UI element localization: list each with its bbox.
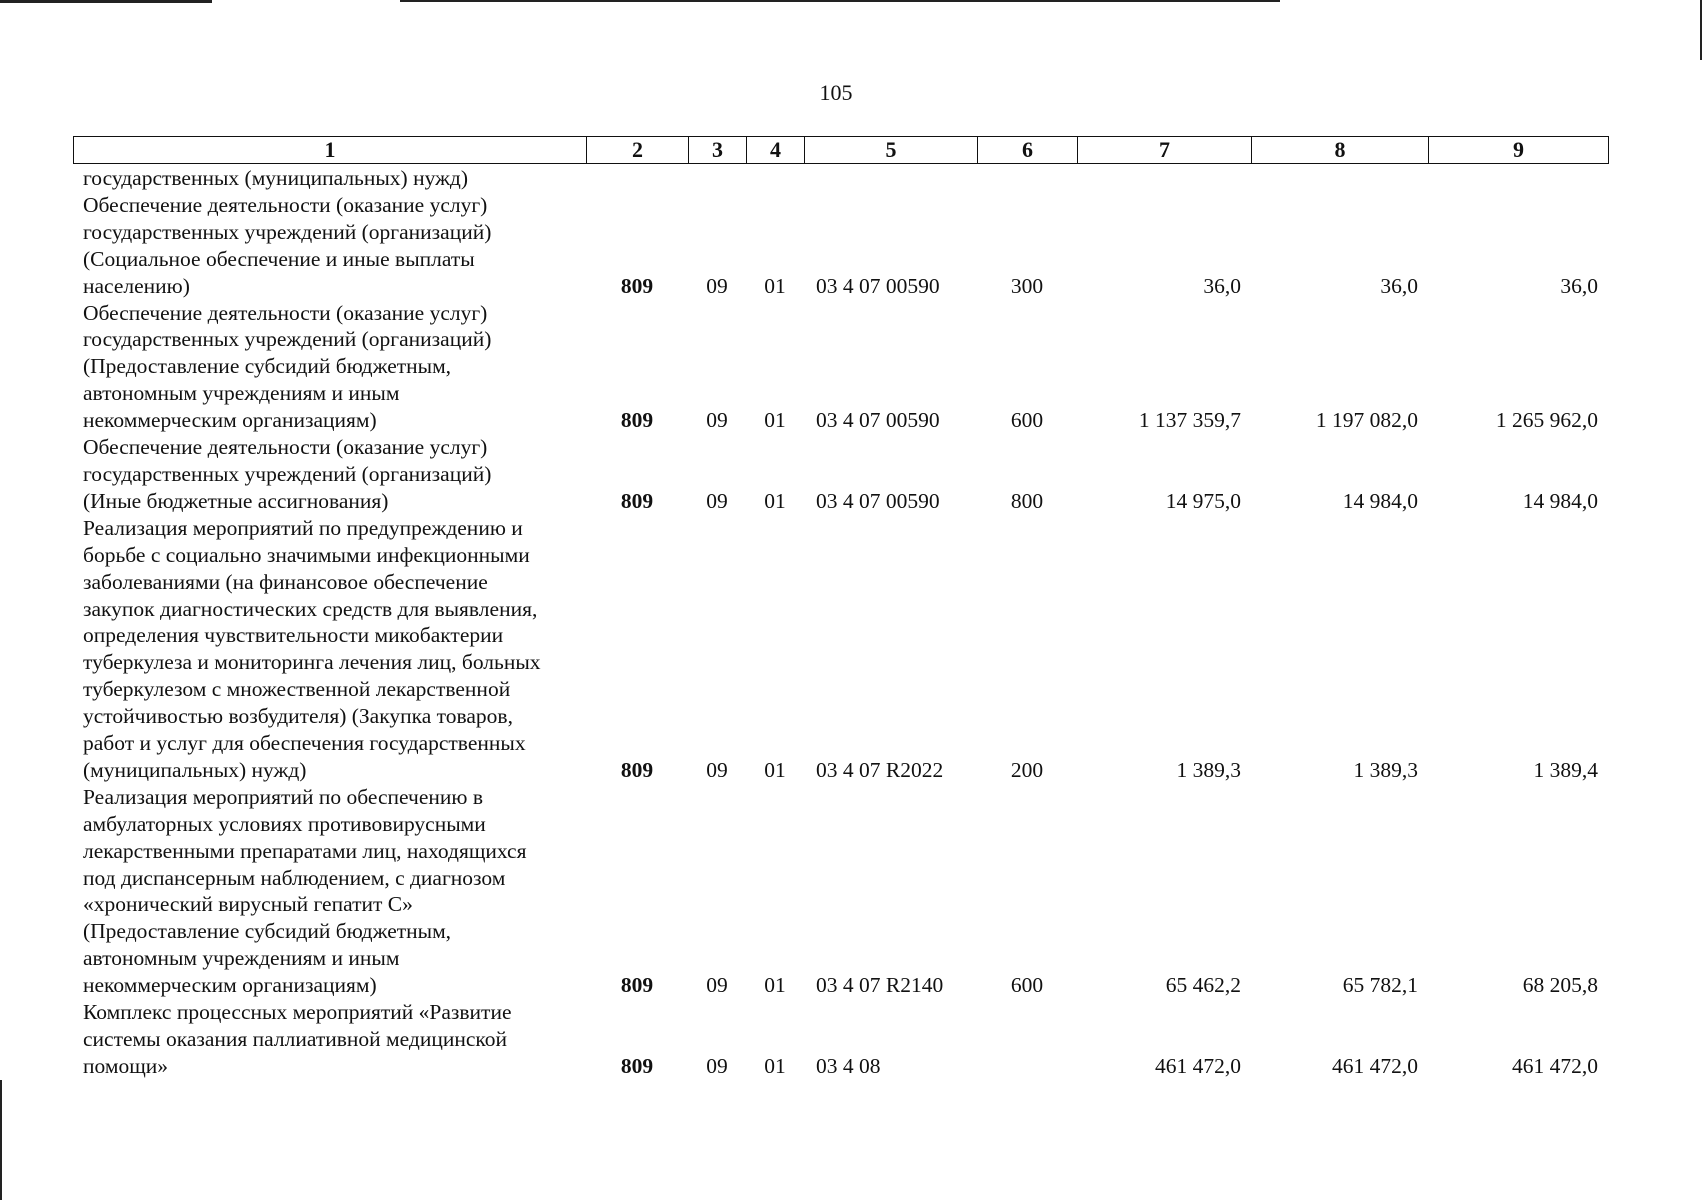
cell-amount-year2: 1 197 082,0 bbox=[1315, 408, 1418, 433]
cell-section: 09 bbox=[706, 273, 728, 298]
cell-description bbox=[73, 434, 586, 515]
cell-section: 09 bbox=[706, 757, 728, 782]
cell-amount-year2: 65 782,1 bbox=[1342, 973, 1418, 998]
cell-amount-year1: 36,0 bbox=[1203, 273, 1241, 298]
column-header-9: 9 bbox=[1429, 137, 1609, 164]
cell-expense-type: 300 bbox=[1010, 273, 1044, 298]
description-line: амбулаторных условиях противовирусными bbox=[83, 811, 486, 836]
cell-chapter: 809 bbox=[620, 757, 654, 782]
description-line: автономным учреждениям и иным bbox=[83, 946, 400, 971]
description-line: Обеспечение деятельности (оказание услуг) bbox=[83, 300, 488, 325]
cell-target-article: 03 4 07 00590 bbox=[816, 408, 940, 433]
table-body bbox=[73, 165, 1608, 1080]
cell-expense-type: 600 bbox=[1010, 973, 1044, 998]
cell-section: 09 bbox=[706, 408, 728, 433]
description-line: государственных (муниципальных) нужд) bbox=[83, 166, 469, 190]
description-line: борьбе с социально значимыми инфекционными bbox=[83, 542, 530, 567]
table-row bbox=[73, 999, 1608, 1080]
cell-target-article bbox=[804, 165, 977, 192]
column-header-7: 7 bbox=[1078, 137, 1252, 164]
description-line: (Социальное обеспечение и иные выплаты bbox=[83, 246, 475, 271]
cell-section bbox=[688, 165, 746, 192]
cell-amount-year2: 14 984,0 bbox=[1342, 488, 1418, 513]
description-line: автономным учреждениям и иным bbox=[83, 381, 400, 406]
column-header-4: 4 bbox=[747, 137, 805, 164]
cell-subsection: 01 bbox=[764, 488, 786, 513]
description-line: Комплекс процессных мероприятий «Развитие bbox=[83, 1000, 512, 1025]
cell-amount-year1: 461 472,0 bbox=[1155, 1053, 1241, 1078]
description-line: населению) bbox=[83, 273, 190, 298]
cell-amount-year2: 461 472,0 bbox=[1332, 1053, 1418, 1078]
cell-subsection: 01 bbox=[764, 273, 786, 298]
cell-amount-year3: 36,0 bbox=[1560, 273, 1598, 298]
cell-amount-year2: 36,0 bbox=[1380, 273, 1418, 298]
description-line: работ и услуг для обеспечения государственных bbox=[83, 731, 526, 756]
cell-amount-year1: 1 389,3 bbox=[1176, 757, 1241, 782]
table-row bbox=[73, 434, 1608, 515]
cell-target-article: 03 4 07 00590 bbox=[816, 273, 940, 298]
cell-target-article: 03 4 07 R2022 bbox=[816, 757, 944, 782]
scan-edge-right bbox=[1700, 0, 1702, 60]
cell-amount-year3: 68 205,8 bbox=[1522, 973, 1598, 998]
description-line: туберкулезом с множественной лекарственной bbox=[83, 677, 511, 702]
description-line: туберкулеза и мониторинга лечения лиц, больных bbox=[83, 650, 541, 675]
cell-subsection: 01 bbox=[764, 973, 786, 998]
cell-chapter: 809 bbox=[620, 408, 654, 433]
column-header-table bbox=[73, 136, 1609, 164]
cell-amount-year1: 1 137 359,7 bbox=[1138, 408, 1241, 433]
cell-expense-type: 800 bbox=[1010, 488, 1044, 513]
description-line: (муниципальных) нужд) bbox=[83, 757, 307, 782]
description-line: «хронический вирусный гепатит С» bbox=[83, 892, 413, 917]
cell-description bbox=[73, 999, 586, 1080]
cell-target-article: 03 4 07 00590 bbox=[816, 488, 940, 513]
cell-subsection: 01 bbox=[764, 408, 786, 433]
cell-description bbox=[73, 784, 586, 999]
cell-chapter: 809 bbox=[620, 273, 654, 298]
description-line: системы оказания паллиативной медицинской bbox=[83, 1027, 508, 1051]
description-line: Обеспечение деятельности (оказание услуг) bbox=[83, 435, 488, 460]
page-number: 105 bbox=[819, 80, 853, 105]
cell-chapter: 809 bbox=[620, 973, 654, 998]
cell-section: 09 bbox=[706, 488, 728, 513]
column-header-row bbox=[74, 137, 1609, 164]
cell-chapter: 809 bbox=[620, 488, 654, 513]
cell-description bbox=[73, 515, 586, 784]
cell-amount-year3: 14 984,0 bbox=[1522, 488, 1598, 513]
cell-section: 09 bbox=[706, 1053, 728, 1078]
column-header-5: 5 bbox=[805, 137, 978, 164]
description-line: закупок диагностических средств для выявления, bbox=[83, 596, 538, 621]
cell-target-article: 03 4 08 bbox=[816, 1053, 881, 1078]
cell-description bbox=[73, 192, 586, 300]
description-line: помощи» bbox=[83, 1053, 169, 1078]
cell-description bbox=[73, 300, 586, 435]
description-line: (Предоставление субсидий бюджетным, bbox=[83, 354, 452, 379]
description-line: под диспансерным наблюдением, с диагнозом bbox=[83, 865, 506, 890]
cell-subsection bbox=[746, 165, 804, 192]
cell-amount-year3 bbox=[1428, 165, 1608, 192]
description-line: некоммерческим организациям) bbox=[83, 408, 377, 433]
cell-subsection: 01 bbox=[764, 1053, 786, 1078]
cell-chapter bbox=[586, 165, 688, 192]
description-line: определения чувствительности микобактерии bbox=[83, 623, 504, 648]
description-line: Обеспечение деятельности (оказание услуг) bbox=[83, 192, 488, 217]
cell-amount-year1: 14 975,0 bbox=[1165, 488, 1241, 513]
table-row bbox=[73, 784, 1608, 999]
description-line: государственных учреждений (организаций) bbox=[83, 461, 492, 486]
cell-amount-year1 bbox=[1077, 165, 1251, 192]
cell-amount-year3: 1 389,4 bbox=[1533, 757, 1598, 782]
table-row bbox=[73, 192, 1608, 300]
description-line: некоммерческим организациям) bbox=[83, 973, 377, 998]
cell-expense-type: 600 bbox=[1010, 408, 1044, 433]
description-line: государственных учреждений (организаций) bbox=[83, 219, 492, 244]
cell-subsection: 01 bbox=[764, 757, 786, 782]
cell-expense-type bbox=[977, 165, 1077, 192]
column-header-1: 1 bbox=[74, 137, 587, 164]
description-line: лекарственными препаратами лиц, находящихся bbox=[83, 838, 527, 863]
cell-chapter: 809 bbox=[620, 1053, 654, 1078]
cell-section: 09 bbox=[706, 973, 728, 998]
cell-target-article: 03 4 07 R2140 bbox=[816, 973, 944, 998]
table-row bbox=[73, 515, 1608, 784]
cell-expense-type: 200 bbox=[1010, 757, 1044, 782]
cell-amount-year3: 461 472,0 bbox=[1512, 1053, 1598, 1078]
column-header-8: 8 bbox=[1252, 137, 1429, 164]
column-header-2: 2 bbox=[587, 137, 689, 164]
table-row bbox=[73, 300, 1608, 435]
description-line: Реализация мероприятий по обеспечению в bbox=[83, 784, 483, 809]
cell-amount-year2: 1 389,3 bbox=[1353, 757, 1418, 782]
cell-description bbox=[73, 165, 586, 192]
scan-edge-top-left bbox=[0, 0, 212, 3]
description-line: Реализация мероприятий по предупреждению и bbox=[83, 515, 523, 540]
description-line: устойчивостью возбудителя) (Закупка товаров, bbox=[83, 704, 513, 729]
description-line: государственных учреждений (организаций) bbox=[83, 327, 492, 352]
column-header-3: 3 bbox=[689, 137, 747, 164]
table-row bbox=[73, 165, 1608, 192]
budget-table bbox=[73, 165, 1608, 1080]
column-header-6: 6 bbox=[978, 137, 1078, 164]
description-line: (Предоставление субсидий бюджетным, bbox=[83, 919, 452, 944]
cell-amount-year2 bbox=[1251, 165, 1428, 192]
description-line: (Иные бюджетные ассигнования) bbox=[83, 488, 389, 513]
scan-edge-top bbox=[400, 0, 1280, 2]
cell-amount-year1: 65 462,2 bbox=[1165, 973, 1241, 998]
scan-edge-left bbox=[0, 1080, 2, 1200]
description-line: заболеваниями (на финансовое обеспечение bbox=[83, 569, 488, 594]
cell-expense-type bbox=[977, 999, 1077, 1080]
cell-amount-year3: 1 265 962,0 bbox=[1495, 408, 1598, 433]
